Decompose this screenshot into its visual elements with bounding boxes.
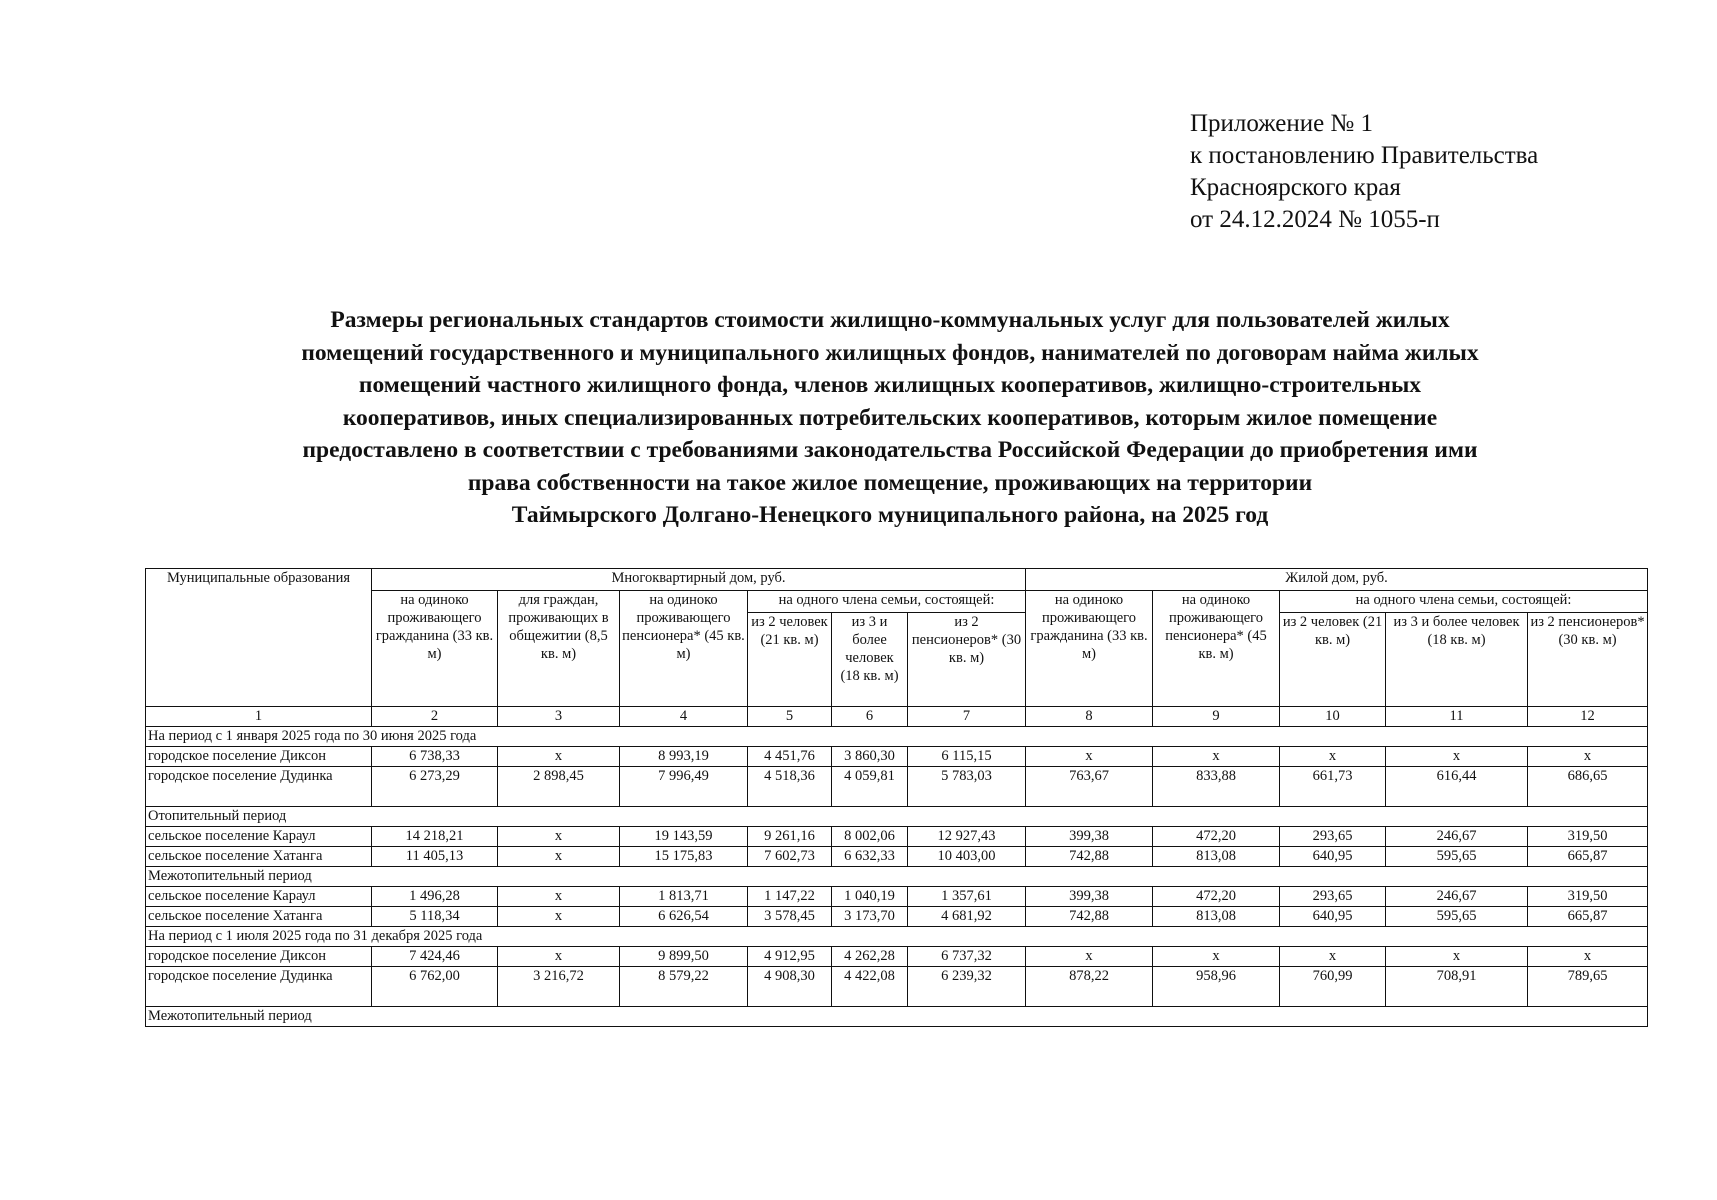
annex-header (1190, 108, 1538, 236)
table-row (146, 947, 1648, 967)
table-cell: 319,50 (1528, 827, 1648, 847)
table-cell: 833,88 (1153, 767, 1280, 807)
table-cell: 708,91 (1386, 967, 1528, 1007)
col-number: 5 (748, 707, 832, 727)
table-cell: 293,65 (1280, 827, 1386, 847)
section-row: Межотопительный период (146, 867, 1648, 887)
row-name: сельское поселение Хатанга (146, 847, 372, 867)
table-cell: 3 578,45 (748, 907, 832, 927)
table-cell: 7 602,73 (748, 847, 832, 867)
table-cell: 4 912,95 (748, 947, 832, 967)
col-number: 10 (1280, 707, 1386, 727)
table-cell: 6 626,54 (620, 907, 748, 927)
annex-line: к постановлению Правительства (1190, 142, 1539, 169)
table-cell: 3 860,30 (832, 747, 908, 767)
row-name: городское поселение Дудинка (146, 767, 372, 807)
table-cell: 813,08 (1153, 907, 1280, 927)
table-cell: 472,20 (1153, 827, 1280, 847)
table-cell: 6 762,00 (372, 967, 498, 1007)
header-col3: для граждан, проживающих в общежитии (8,5 кв. м) (498, 591, 620, 707)
table-cell: 6 273,29 (372, 767, 498, 807)
table-cell: х (498, 747, 620, 767)
table-cell: 19 143,59 (620, 827, 748, 847)
header-col2: на одиноко проживающего гражданина (33 кв. м) (372, 591, 498, 707)
table-cell: 14 218,21 (372, 827, 498, 847)
table-cell: х (1026, 747, 1153, 767)
title-line: кооперативов, иных специализированных потребительских кооперативов, которым жилое помещение (342, 404, 1438, 431)
header-per-member-house: на одного члена семьи, состоящей: (1280, 591, 1648, 613)
table-row (146, 747, 1648, 767)
table-cell: х (1153, 747, 1280, 767)
table-cell: 760,99 (1280, 967, 1386, 1007)
section-row: Межотопительный период (146, 1007, 1648, 1027)
table-cell: х (1528, 747, 1648, 767)
table-cell: 640,95 (1280, 907, 1386, 927)
table-cell: 9 261,16 (748, 827, 832, 847)
table-cell: х (498, 907, 620, 927)
section-row: На период с 1 июля 2025 года по 31 декабря 2025 года (146, 927, 1648, 947)
table-cell: 319,50 (1528, 887, 1648, 907)
table-cell: 4 908,30 (748, 967, 832, 1007)
table-cell: 958,96 (1153, 967, 1280, 1007)
table-cell: 878,22 (1026, 967, 1153, 1007)
table-row (146, 827, 1648, 847)
table-cell: 9 899,50 (620, 947, 748, 967)
header-col5: из 2 человек (21 кв. м) (748, 613, 832, 707)
col-number: 11 (1386, 707, 1528, 727)
col-number: 3 (498, 707, 620, 727)
table-cell: 246,67 (1386, 827, 1528, 847)
col-number: 7 (908, 707, 1026, 727)
table-cell: 1 357,61 (908, 887, 1026, 907)
table-cell: х (1280, 947, 1386, 967)
table-cell: 4 518,36 (748, 767, 832, 807)
table-cell: 246,67 (1386, 887, 1528, 907)
table-cell: 6 738,33 (372, 747, 498, 767)
col-number: 8 (1026, 707, 1153, 727)
title-line: помещений частного жилищного фонда, членов жилищных кооперативов, жилищно-строительных (358, 372, 1422, 398)
table-cell: 293,65 (1280, 887, 1386, 907)
header-col11: из 3 и более человек (18 кв. м) (1386, 613, 1528, 707)
col-number: 2 (372, 707, 498, 727)
annex-line: Приложение № 1 (1190, 110, 1374, 137)
header-apartment: Многоквартирный дом, руб. (372, 569, 1026, 591)
table-cell: х (498, 847, 620, 867)
table-cell: 742,88 (1026, 847, 1153, 867)
col-number: 12 (1528, 707, 1648, 727)
header-house: Жилой дом, руб. (1026, 569, 1648, 591)
table-cell: 4 059,81 (832, 767, 908, 807)
table-cell: 4 451,76 (748, 747, 832, 767)
header-col9: на одиноко проживающего пенсионера* (45 кв. м) (1153, 591, 1280, 707)
header-col7: из 2 пенсионеров* (30 кв. м) (908, 613, 1026, 707)
table-row (146, 767, 1648, 807)
table-cell: 595,65 (1386, 847, 1528, 867)
row-name: городское поселение Диксон (146, 947, 372, 967)
table-cell: 665,87 (1528, 847, 1648, 867)
title-line: предоставлено в соответствии с требованиями законодательства Российской Федерации до приобретения ими (302, 437, 1478, 463)
table-cell: 6 115,15 (908, 747, 1026, 767)
table-cell: 15 175,83 (620, 847, 748, 867)
table-cell: 686,65 (1528, 767, 1648, 807)
table-cell: 3 216,72 (498, 967, 620, 1007)
table-cell: х (1386, 747, 1528, 767)
table-cell: 595,65 (1386, 907, 1528, 927)
table-cell: 616,44 (1386, 767, 1528, 807)
row-name: сельское поселение Караул (146, 887, 372, 907)
table-cell: 813,08 (1153, 847, 1280, 867)
table-cell: х (498, 887, 620, 907)
table-cell: 399,38 (1026, 887, 1153, 907)
header-col6: из 3 и более человек (18 кв. м) (832, 613, 908, 707)
table-cell: 4 681,92 (908, 907, 1026, 927)
table-cell: 8 002,06 (832, 827, 908, 847)
header-municipal: Муниципальные образования (146, 569, 372, 707)
table-cell: 4 422,08 (832, 967, 908, 1007)
header-col8: на одиноко проживающего гражданина (33 кв. м) (1026, 591, 1153, 707)
table-cell: 763,67 (1026, 767, 1153, 807)
table-cell: 7 424,46 (372, 947, 498, 967)
row-name: сельское поселение Хатанга (146, 907, 372, 927)
table-row (146, 967, 1648, 1007)
table-row (146, 847, 1648, 867)
table-cell: 4 262,28 (832, 947, 908, 967)
table-row (146, 907, 1648, 927)
table-cell: х (1386, 947, 1528, 967)
col-number: 1 (146, 707, 372, 727)
table-cell: 10 403,00 (908, 847, 1026, 867)
table-cell: 11 405,13 (372, 847, 498, 867)
table-cell: 1 496,28 (372, 887, 498, 907)
row-name: городское поселение Дудинка (146, 967, 372, 1007)
title-line: права собственности на такое жилое помещение, проживающих на территории (467, 469, 1313, 496)
document-title (150, 304, 1630, 532)
table-cell: 661,73 (1280, 767, 1386, 807)
title-line: Размеры региональных стандартов стоимости жилищно-коммунальных услуг для пользователей жилых (330, 307, 1450, 333)
table-row (146, 887, 1648, 907)
table-cell: 742,88 (1026, 907, 1153, 927)
table-cell: 5 783,03 (908, 767, 1026, 807)
table-cell: 5 118,34 (372, 907, 498, 927)
annex-line: от 24.12.2024 № 1055-п (1190, 206, 1440, 233)
row-name: сельское поселение Караул (146, 827, 372, 847)
table-cell: 665,87 (1528, 907, 1648, 927)
annex-line: Красноярского края (1190, 174, 1401, 201)
table-cell: х (498, 827, 620, 847)
table-cell: х (1026, 947, 1153, 967)
table-cell: 1 813,71 (620, 887, 748, 907)
col-number: 6 (832, 707, 908, 727)
table-cell: 399,38 (1026, 827, 1153, 847)
table-cell: 3 173,70 (832, 907, 908, 927)
table-cell: 8 993,19 (620, 747, 748, 767)
table-cell: 12 927,43 (908, 827, 1026, 847)
title-line: помещений государственного и муниципального жилищных фондов, нанимателей по договорам найма жилых (301, 339, 1479, 366)
title-line: Таймырского Долгано-Ненецкого муниципального района, на 2025 год (511, 502, 1269, 528)
header-per-member-apartment: на одного члена семьи, состоящей: (748, 591, 1026, 613)
header-col12: из 2 пенсионеров* (30 кв. м) (1528, 613, 1648, 707)
col-number: 9 (1153, 707, 1280, 727)
table-cell: 6 239,32 (908, 967, 1026, 1007)
table-cell: 1 147,22 (748, 887, 832, 907)
row-name: городское поселение Диксон (146, 747, 372, 767)
table-cell: х (498, 947, 620, 967)
table-cell: 6 632,33 (832, 847, 908, 867)
standards-table (145, 568, 1648, 1027)
table-cell: 1 040,19 (832, 887, 908, 907)
header-col4: на одиноко проживающего пенсионера* (45 кв. м) (620, 591, 748, 707)
table-cell: 789,65 (1528, 967, 1648, 1007)
section-row: На период с 1 января 2025 года по 30 июня 2025 года (146, 727, 1648, 747)
section-row: Отопительный период (146, 807, 1648, 827)
table-cell: х (1528, 947, 1648, 967)
table-cell: х (1153, 947, 1280, 967)
table-cell: 7 996,49 (620, 767, 748, 807)
table-cell: 8 579,22 (620, 967, 748, 1007)
table-cell: х (1280, 747, 1386, 767)
col-number: 4 (620, 707, 748, 727)
table-cell: 6 737,32 (908, 947, 1026, 967)
table-cell: 2 898,45 (498, 767, 620, 807)
table-cell: 472,20 (1153, 887, 1280, 907)
header-col10: из 2 человек (21 кв. м) (1280, 613, 1386, 707)
table-cell: 640,95 (1280, 847, 1386, 867)
